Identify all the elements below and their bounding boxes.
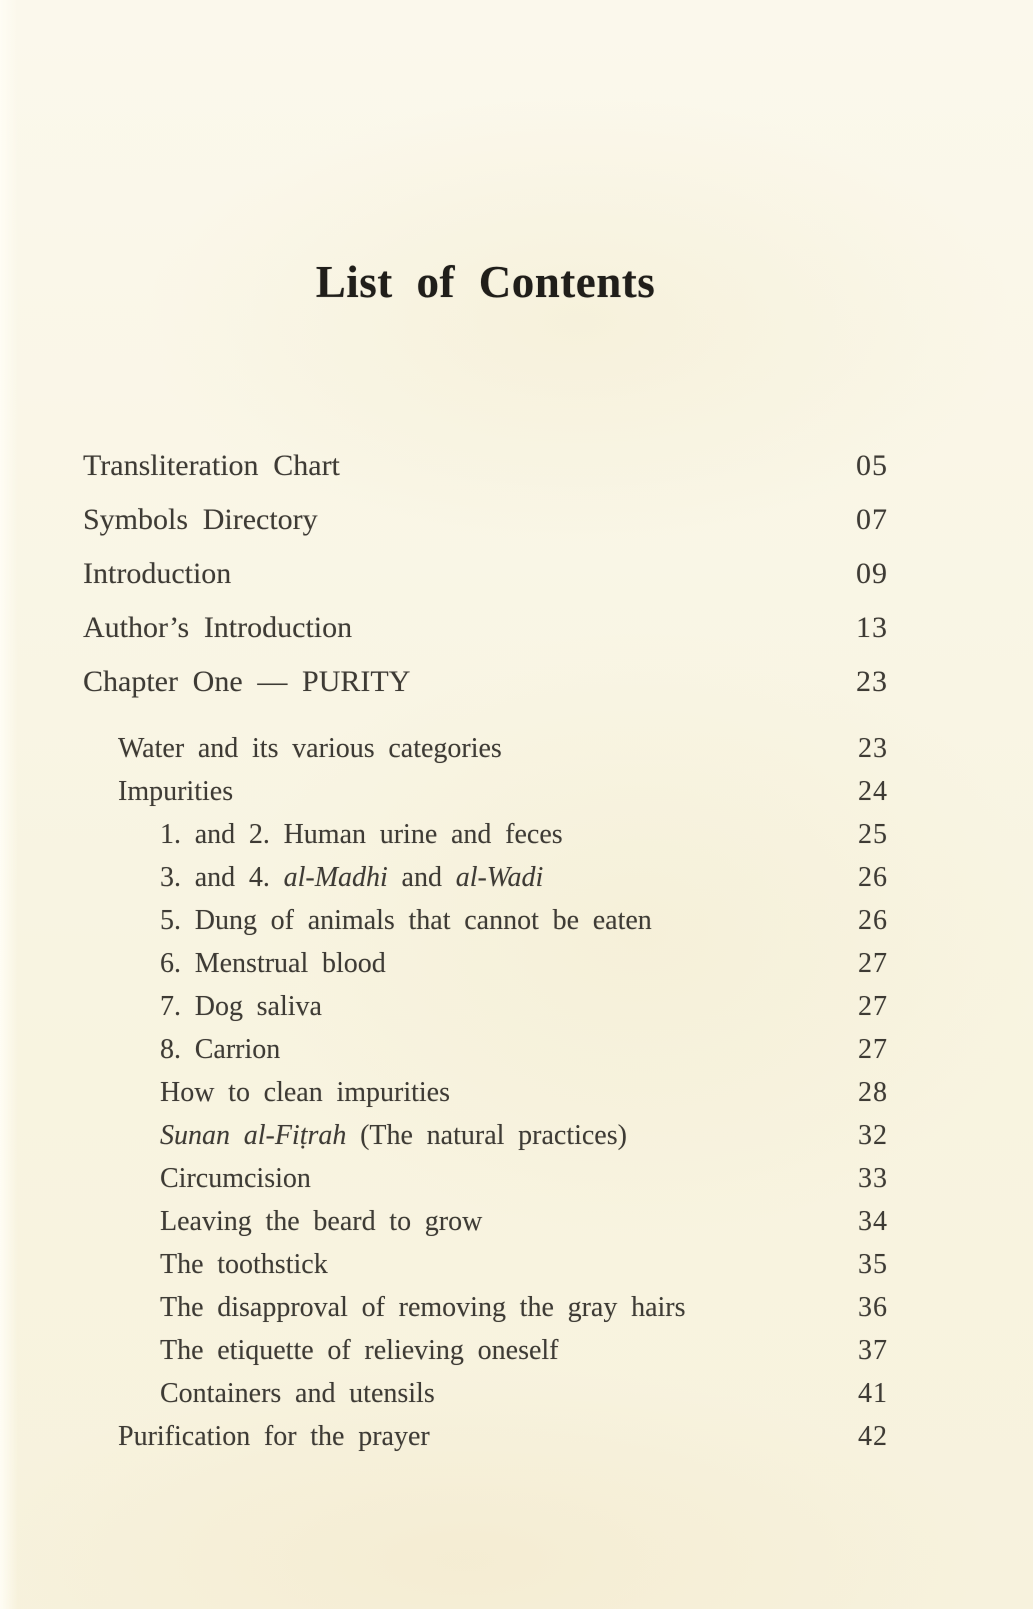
toc-entry xyxy=(83,504,888,536)
toc-entry xyxy=(83,1336,888,1366)
page-title: List of Contents xyxy=(315,257,656,307)
toc-entry-page-number: 07 xyxy=(856,503,888,536)
toc-entry-page-number: 26 xyxy=(858,862,888,893)
toc-entry-title: 7. Dog saliva xyxy=(160,991,322,1022)
toc-entry-page-number: 23 xyxy=(858,733,888,764)
toc-entry-title: 6. Menstrual blood xyxy=(160,948,386,979)
toc-entry-title: Transliteration Chart xyxy=(83,449,340,482)
toc-entry-page-number: 36 xyxy=(858,1292,888,1323)
toc-entry xyxy=(83,1422,888,1452)
toc-entry-page-number: 23 xyxy=(856,665,888,698)
italic-term: al-Madhi xyxy=(283,862,388,893)
toc-entry-title xyxy=(83,1121,627,1151)
toc-entry xyxy=(83,863,888,893)
italic-term: Sunan al-Fiṭrah xyxy=(160,1120,347,1151)
toc-entry-title: How to clean impurities xyxy=(160,1077,450,1108)
toc-entry-title: Water and its various categories xyxy=(118,733,502,764)
toc-entry-title: Circumcision xyxy=(160,1163,311,1194)
toc-entry-title: The toothstick xyxy=(160,1249,328,1280)
toc-entry xyxy=(83,777,888,807)
toc-entry xyxy=(83,1293,888,1323)
toc-entry-page-number: 35 xyxy=(858,1249,888,1280)
italic-term: al-Wadi xyxy=(455,862,544,893)
toc-entry-page-number: 27 xyxy=(858,1034,888,1065)
toc-entry-title: Chapter One — PURITY xyxy=(83,665,411,698)
toc-entry xyxy=(83,612,888,644)
toc-entry-title: Symbols Directory xyxy=(83,503,318,536)
toc-entry-page-number: 05 xyxy=(856,449,888,482)
toc-entry-page-number: 27 xyxy=(858,991,888,1022)
toc-entry xyxy=(83,1379,888,1409)
toc-entry-title: The disapproval of removing the gray hairs xyxy=(160,1292,686,1323)
toc-entry-page-number: 28 xyxy=(858,1077,888,1108)
toc-entry-title: Leaving the beard to grow xyxy=(160,1206,483,1237)
toc-entry-page-number: 25 xyxy=(858,819,888,850)
toc-entry-title: The etiquette of relieving oneself xyxy=(160,1335,559,1366)
toc-entry-page-number: 37 xyxy=(858,1335,888,1366)
text-segment: 3. and 4. xyxy=(160,862,284,893)
toc-entry-page-number: 09 xyxy=(856,557,888,590)
toc-entry xyxy=(83,1207,888,1237)
toc-entry-page-number: 41 xyxy=(858,1378,888,1409)
toc-entry xyxy=(83,1164,888,1194)
toc-entry-page-number: 33 xyxy=(858,1163,888,1194)
toc-entry-title: Introduction xyxy=(83,557,232,590)
toc-entry xyxy=(83,734,888,764)
toc-entry-title: Containers and utensils xyxy=(160,1378,435,1409)
toc-entry xyxy=(83,992,888,1022)
toc-entry-page-number: 34 xyxy=(858,1206,888,1237)
toc-entry-page-number: 24 xyxy=(858,776,888,807)
toc-entry-page-number: 13 xyxy=(856,611,888,644)
toc-entry-page-number: 32 xyxy=(858,1120,888,1151)
toc-entry xyxy=(83,558,888,590)
toc-entry-title: 1. and 2. Human urine and feces xyxy=(160,819,563,850)
toc-entry xyxy=(83,1035,888,1065)
toc-entry xyxy=(83,450,888,482)
toc-entry-title: Impurities xyxy=(118,776,234,807)
toc-entry-title: Author’s Introduction xyxy=(83,611,353,644)
toc-entry xyxy=(83,1078,888,1108)
toc-entry-title: 5. Dung of animals that cannot be eaten xyxy=(160,905,652,936)
toc-entry-title: Purification for the prayer xyxy=(118,1421,430,1452)
toc-entry-page-number: 27 xyxy=(858,948,888,979)
toc-entry-chapter-one xyxy=(83,666,888,698)
toc-entry xyxy=(83,949,888,979)
toc-entry-page-number: 26 xyxy=(858,905,888,936)
toc-entry xyxy=(83,1250,888,1280)
toc-entry xyxy=(83,906,888,936)
toc-entry-page-number: 42 xyxy=(858,1421,888,1452)
toc-entry-title xyxy=(83,863,543,893)
toc-entry xyxy=(83,820,888,850)
toc-entry-title: 8. Carrion xyxy=(160,1034,281,1065)
text-segment: (The natural practices) xyxy=(346,1120,627,1151)
toc-entry xyxy=(83,1121,888,1151)
text-segment: and xyxy=(387,862,456,893)
table-of-contents xyxy=(83,435,888,1465)
